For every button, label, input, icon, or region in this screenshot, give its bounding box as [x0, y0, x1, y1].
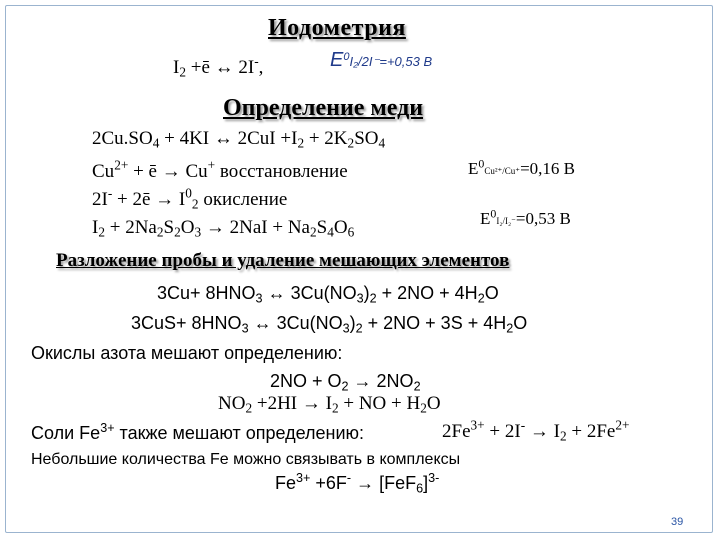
redox-pair-equation: $I_2$ +ē ↔ 2I-, — [173, 53, 264, 80]
complex-equation: $Fe^{3+} +6F^- \to [FeF_6]^{3-}$ — [275, 471, 440, 496]
potential-iodine: $E^0I_2/I_2^-=0,53$ В — [480, 206, 571, 228]
iron-equation: $2Fe^{3+} + 2I^- \to I_2 + 2Fe^{2+}$ — [442, 417, 630, 444]
decomposition-equation-2: $3CuS+ 8HNO_3$ ↔ $3Cu(NO_3)_2 + 2NO + 3S + 4H_2O$ — [131, 313, 528, 336]
copper-equation-1: $2Cu.SO_4 + 4KI$ ↔ $2CuI +I_2 + 2K_2SO_4$ — [92, 128, 386, 151]
nitrogen-equation-1: $2NO + O_2 \to 2NO_2$ — [270, 371, 421, 394]
redox-potential-image: $E^0I_2/2I^-=+0,53$ В — [330, 49, 433, 71]
page-number: 39 — [671, 516, 684, 528]
copper-equation-3: 2I- + 2ē → $I^0_2$ окисление — [92, 185, 288, 212]
decomposition-heading: Разложение пробы и удаление мешающих элементов — [56, 250, 510, 271]
copper-heading: Определение меди — [223, 95, 424, 121]
decomposition-equation-1: $3Cu+ 8HNO_3$ ↔ $3Cu(NO_3)_2 + 2NO + 4H_2O$ — [157, 283, 499, 306]
copper-equation-4: $I_2 + 2Na_2S_2O_3 \to 2NaI + Na_2S_4O_6$ — [92, 217, 355, 240]
copper-equation-2: $Cu^{2+}$ + ē → Cu+ восстановление — [92, 157, 348, 182]
potential-cu: $E^0Cu^{2+}/Cu^+=0,16$ В — [468, 156, 575, 178]
slide-title: Иодометрия — [268, 15, 406, 41]
nitrogen-equation-2: $NO_2 +2HI \to I_2$ + NO + $H_2O$ — [218, 393, 441, 416]
nitrogen-oxides-note: Окислы азота мешают определению: — [31, 343, 343, 363]
complex-note: Небольшие количества Fe можно связывать в комплексы — [31, 451, 461, 468]
iron-note: Соли $Fe^{3+}$ также мешают определению: — [31, 421, 365, 443]
